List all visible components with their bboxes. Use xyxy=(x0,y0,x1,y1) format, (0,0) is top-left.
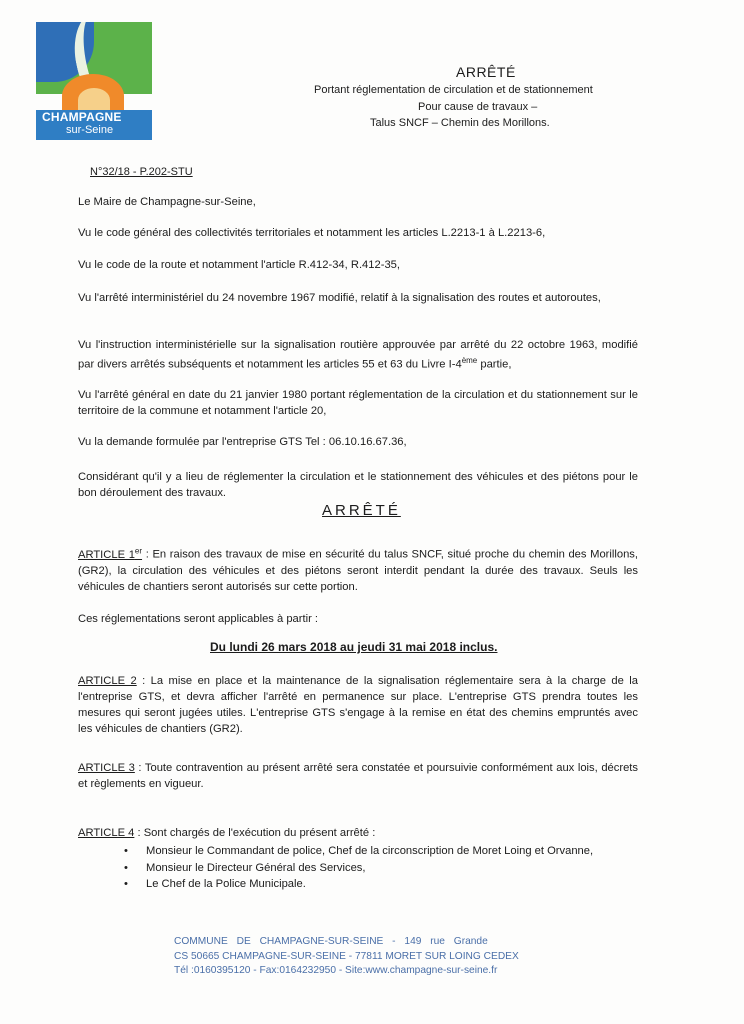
footer-address xyxy=(174,935,534,979)
paragraph-arrete-1980: Vu l'arrêté général en date du 21 janvier 1980 portant réglementation de la circulation et du stationnement sur le territoire de la commune et notamment l'article 20, xyxy=(78,389,638,417)
champagne-sur-seine-logo xyxy=(36,22,152,140)
instruction-text: Vu l'instruction interministérielle sur la signalisation routière approuvée par arrêté du 22 octobre 1963, modifié par divers arrêtés subséquents et notamment les articles 55 et 63 du Livre I-4 xyxy=(78,339,638,371)
footer-line-3: Tél :0160395120 - Fax:0164232950 - Site:www.champagne-sur-seine.fr xyxy=(174,965,498,976)
arrete-heading: ARRÊTÉ xyxy=(322,502,401,519)
header-subtitle-2: Pour cause de travaux – xyxy=(418,101,538,113)
footer-line-2: CS 50665 CHAMPAGNE-SUR-SEINE - 77811 MORET SUR LOING CEDEX xyxy=(174,950,519,962)
article-4 xyxy=(78,825,638,841)
article-1-colon: : xyxy=(142,548,149,561)
date-range: Du lundi 26 mars 2018 au jeudi 31 mai 2018 inclus. xyxy=(210,640,498,654)
header-subtitle-1: Portant réglementation de circulation et de stationnement xyxy=(314,84,593,96)
article-3 xyxy=(78,760,638,792)
article-1-label-text: ARTICLE 1 xyxy=(78,548,135,561)
paragraph-applicable: Ces réglementations seront applicables à partir : xyxy=(78,613,319,625)
article-2-label: ARTICLE 2 xyxy=(78,675,137,687)
article-3-text: : Toute contravention au présent arrêté sera constatée et poursuivie conformément aux lois, décrets et règlements en vigueur. xyxy=(78,762,639,790)
article-4-text: : Sont chargés de l'exécution du présent arrêté : xyxy=(134,827,376,839)
article-1-label xyxy=(78,546,143,561)
paragraph-demande: Vu la demande formulée par l'entreprise GTS Tel : 06.10.16.67.36, xyxy=(78,436,407,448)
list-item: • Le Chef de la Police Municipale. xyxy=(124,876,593,893)
instruction-text-end: partie, xyxy=(477,358,512,371)
list-item: • Monsieur le Directeur Général des Services, xyxy=(124,860,593,877)
article-2-text: : La mise en place et la maintenance de la signalisation réglementaire sera à la charge de la l'entreprise GTS, et devra afficher l'arrêté en permanence sur place. L'entreprise GTS prendra toutes les mesures qui seront jugées utiles. L'entreprise GTS s'engage à la remise en état des chemins empruntés avec les véhicules de chantiers (GR2). xyxy=(78,675,639,735)
article-3-label: ARTICLE 3 xyxy=(78,762,135,774)
paragraph-code-route: Vu le code de la route et notamment l'article R.412-34, R.412-35, xyxy=(78,259,400,271)
paragraph-arrete-1967: Vu l'arrêté interministériel du 24 novembre 1967 modifié, relatif à la signalisation des routes et autoroutes, xyxy=(78,292,601,304)
article-1-superscript: er xyxy=(134,546,143,555)
article-1-text: En raison des travaux de mise en sécurité du talus SNCF, situé proche du chemin des Morillons, (GR2), la circulation des véhicules et des piétons seront interdit pendant la durée des travaux. Seuls les véhicules de chantiers seront autorisés sur cette portion. xyxy=(78,548,639,593)
paragraph-code-collectivites: Vu le code général des collectivités territoriales et notamment les articles L.2213-1 à L.2213-6, xyxy=(78,227,546,239)
logo-sun-inner xyxy=(78,88,110,112)
reference-number: N°32/18 - P.202-STU xyxy=(90,166,193,178)
header-title: ARRÊTÉ xyxy=(456,64,516,80)
paragraph-instruction xyxy=(78,337,638,373)
paragraph-maire: Le Maire de Champagne-sur-Seine, xyxy=(78,196,256,208)
instruction-superscript: ème xyxy=(461,356,478,365)
article-2 xyxy=(78,673,638,737)
list-item: • Monsieur le Commandant de police, Chef de la circonscription de Moret Loing et Orvanne, xyxy=(124,843,593,860)
logo-text-sur-seine: sur-Seine xyxy=(66,124,114,136)
logo-text-champagne: CHAMPAGNE xyxy=(42,110,122,124)
header-subtitle-3: Talus SNCF – Chemin des Morillons. xyxy=(370,117,550,129)
article-4-label: ARTICLE 4 xyxy=(78,827,135,839)
paragraph-considerant: Considérant qu'il y a lieu de réglementer la circulation et le stationnement des véhicules et des piétons pour le bon déroulement des travaux. xyxy=(78,471,638,499)
footer-line-1: COMMUNE DE CHAMPAGNE-SUR-SEINE - 149 rue Grande xyxy=(174,936,488,947)
article-4-list xyxy=(124,843,593,893)
article-1 xyxy=(78,543,638,595)
